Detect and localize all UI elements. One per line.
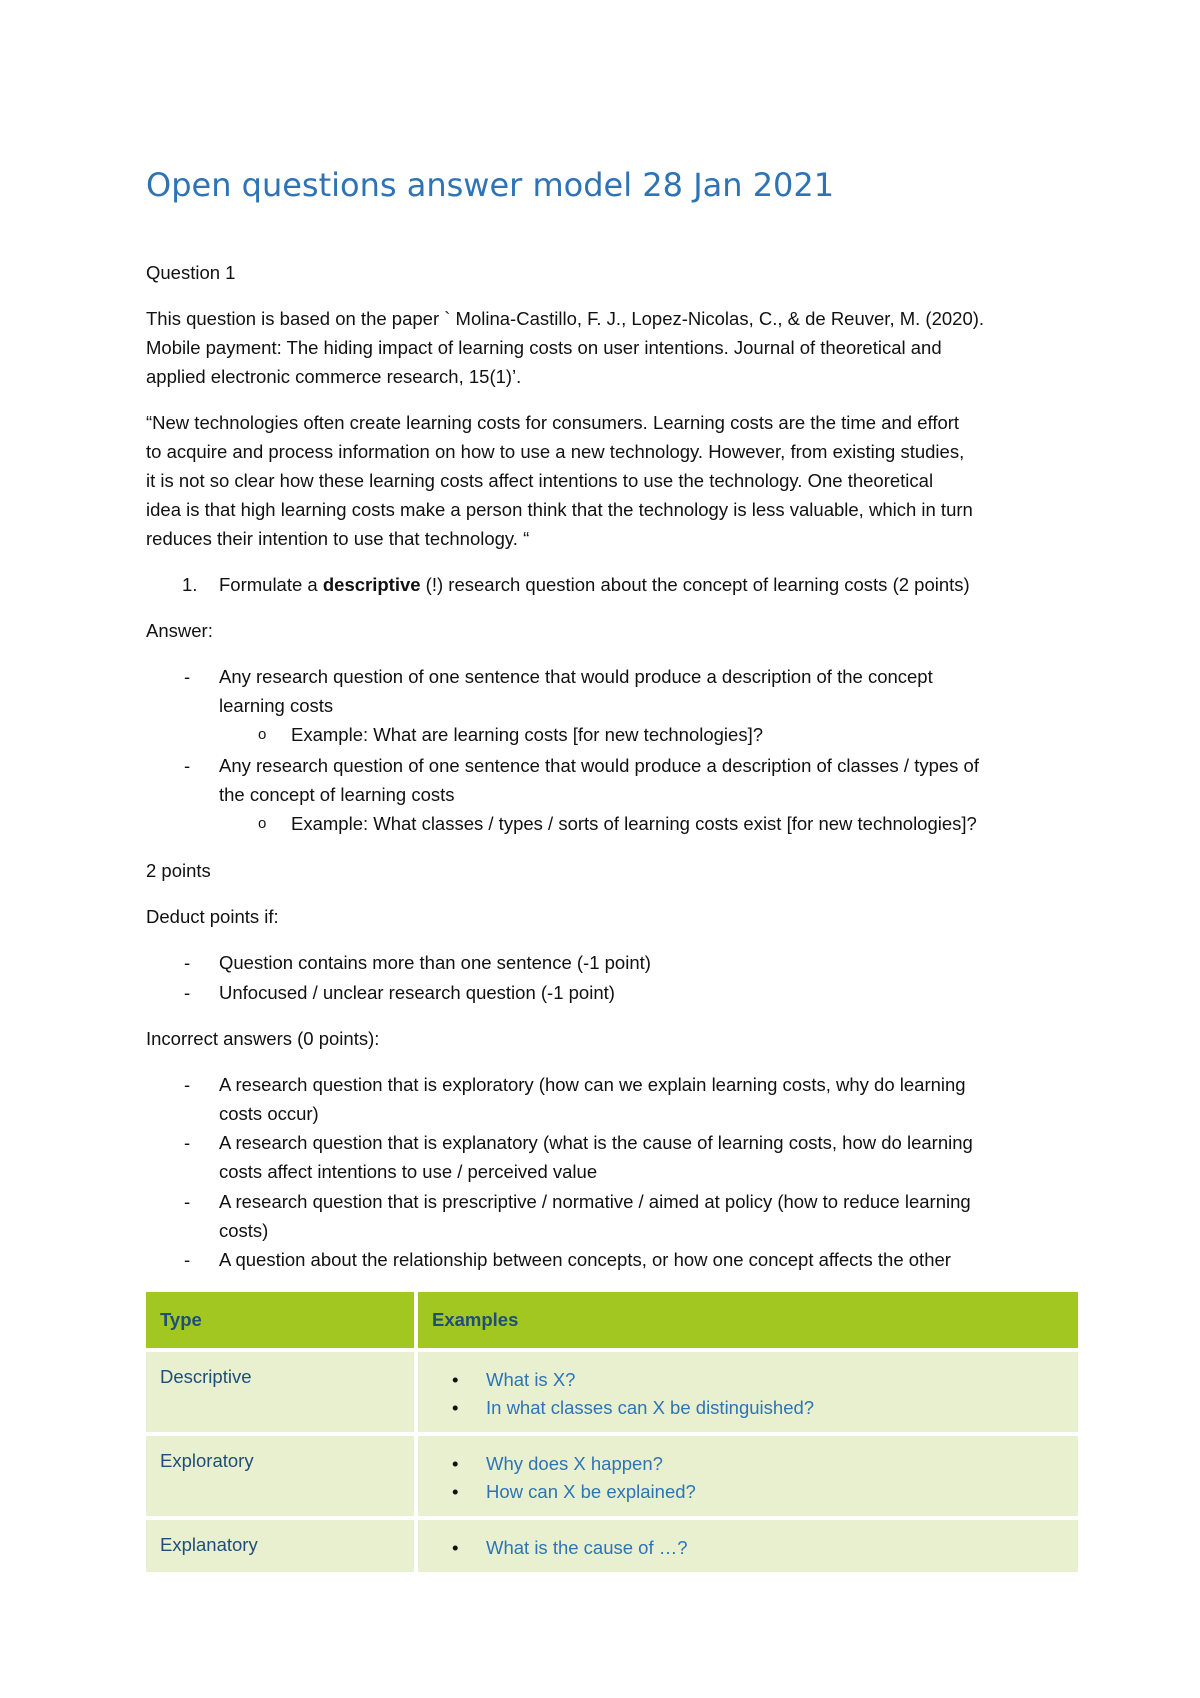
quote-line: reduces their intention to use that technology. “: [146, 528, 530, 549]
column-header-examples: Examples: [418, 1292, 1078, 1348]
list-item-line: costs): [219, 1220, 269, 1241]
list-item-line: A research question that is explanatory (what is the cause of learning costs, how do learning: [219, 1132, 973, 1153]
type-cell: Descriptive: [146, 1352, 418, 1432]
list-item-line: costs occur): [219, 1103, 319, 1124]
dash-bullet: -: [184, 1074, 191, 1095]
task-text: Formulate a descriptive (!) research question about the concept of learning costs (2 points): [219, 574, 970, 595]
examples-cell: [418, 1520, 1078, 1572]
list-item-line: Any research question of one sentence that would produce a description of the concept: [219, 666, 933, 687]
examples-cell: [418, 1436, 1078, 1516]
list-item-line: Question contains more than one sentence (-1 point): [219, 952, 651, 973]
sub-list-item-text: Example: What classes / types / sorts of learning costs exist [for new technologies]?: [291, 813, 977, 834]
list-item-line: costs affect intentions to use / perceived value: [219, 1161, 598, 1182]
example-item: • What is X?: [486, 1366, 1064, 1394]
circle-bullet: o: [258, 815, 267, 832]
quote-line: to acquire and process information on how to use a new technology. However, from existing studies,: [146, 441, 965, 462]
dash-bullet: -: [184, 666, 191, 687]
question-heading: Question 1: [146, 262, 236, 283]
table-row: [146, 1436, 1078, 1516]
bullet-dot: •: [452, 1397, 459, 1418]
examples-cell: [418, 1352, 1078, 1432]
dash-bullet: -: [184, 952, 191, 973]
type-cell: Exploratory: [146, 1436, 418, 1516]
quote-line: it is not so clear how these learning costs affect intentions to use the technology. One theoretical: [146, 470, 934, 491]
example-item: • How can X be explained?: [486, 1478, 1064, 1506]
points-label: 2 points: [146, 860, 211, 881]
dash-bullet: -: [184, 982, 191, 1003]
deduct-label: Deduct points if:: [146, 906, 279, 927]
table-row: [146, 1352, 1078, 1432]
bullet-dot: •: [452, 1453, 459, 1474]
dash-bullet: -: [184, 1191, 191, 1212]
bullet-dot: •: [452, 1481, 459, 1502]
page-title: Open questions answer model 28 Jan 2021: [146, 166, 835, 204]
intro-line: applied electronic commerce research, 15(1)’.: [146, 366, 522, 387]
list-item-line: A research question that is exploratory (how can we explain learning costs, why do learning: [219, 1074, 966, 1095]
dash-bullet: -: [184, 755, 191, 776]
list-item-line: Any research question of one sentence that would produce a description of classes / types of: [219, 755, 979, 776]
dash-bullet: -: [184, 1132, 191, 1153]
dash-bullet: -: [184, 1249, 191, 1270]
answer-label: Answer:: [146, 620, 213, 641]
example-item: • What is the cause of …?: [486, 1534, 1064, 1562]
quote-line: “New technologies often create learning costs for consumers. Learning costs are the time and effort: [146, 412, 960, 433]
list-item-line: A research question that is prescriptive / normative / aimed at policy (how to reduce learning: [219, 1191, 971, 1212]
table-row: [146, 1520, 1078, 1572]
quote-line: idea is that high learning costs make a person think that the technology is less valuable, which in turn: [146, 499, 973, 520]
example-item: • Why does X happen?: [486, 1450, 1064, 1478]
circle-bullet: o: [258, 726, 267, 743]
table-header-row: [146, 1292, 1078, 1348]
question-types-table: [146, 1288, 1078, 1576]
incorrect-label: Incorrect answers (0 points):: [146, 1028, 380, 1049]
intro-line: Mobile payment: The hiding impact of learning costs on user intentions. Journal of theoretical and: [146, 337, 942, 358]
column-header-type: Type: [146, 1292, 418, 1348]
bullet-dot: •: [452, 1537, 459, 1558]
bullet-dot: •: [452, 1369, 459, 1390]
list-item-line: learning costs: [219, 695, 334, 716]
task-number: 1.: [182, 574, 198, 595]
intro-line: This question is based on the paper ` Molina-Castillo, F. J., Lopez-Nicolas, C., & de Reuver, M. (2020).: [146, 308, 985, 329]
example-item: • In what classes can X be distinguished?: [486, 1394, 1064, 1422]
list-item-line: Unfocused / unclear research question (-1 point): [219, 982, 615, 1003]
sub-list-item-text: Example: What are learning costs [for new technologies]?: [291, 724, 763, 745]
list-item-line: A question about the relationship between concepts, or how one concept affects the other: [219, 1249, 951, 1270]
type-cell: Explanatory: [146, 1520, 418, 1572]
list-item-line: the concept of learning costs: [219, 784, 455, 805]
